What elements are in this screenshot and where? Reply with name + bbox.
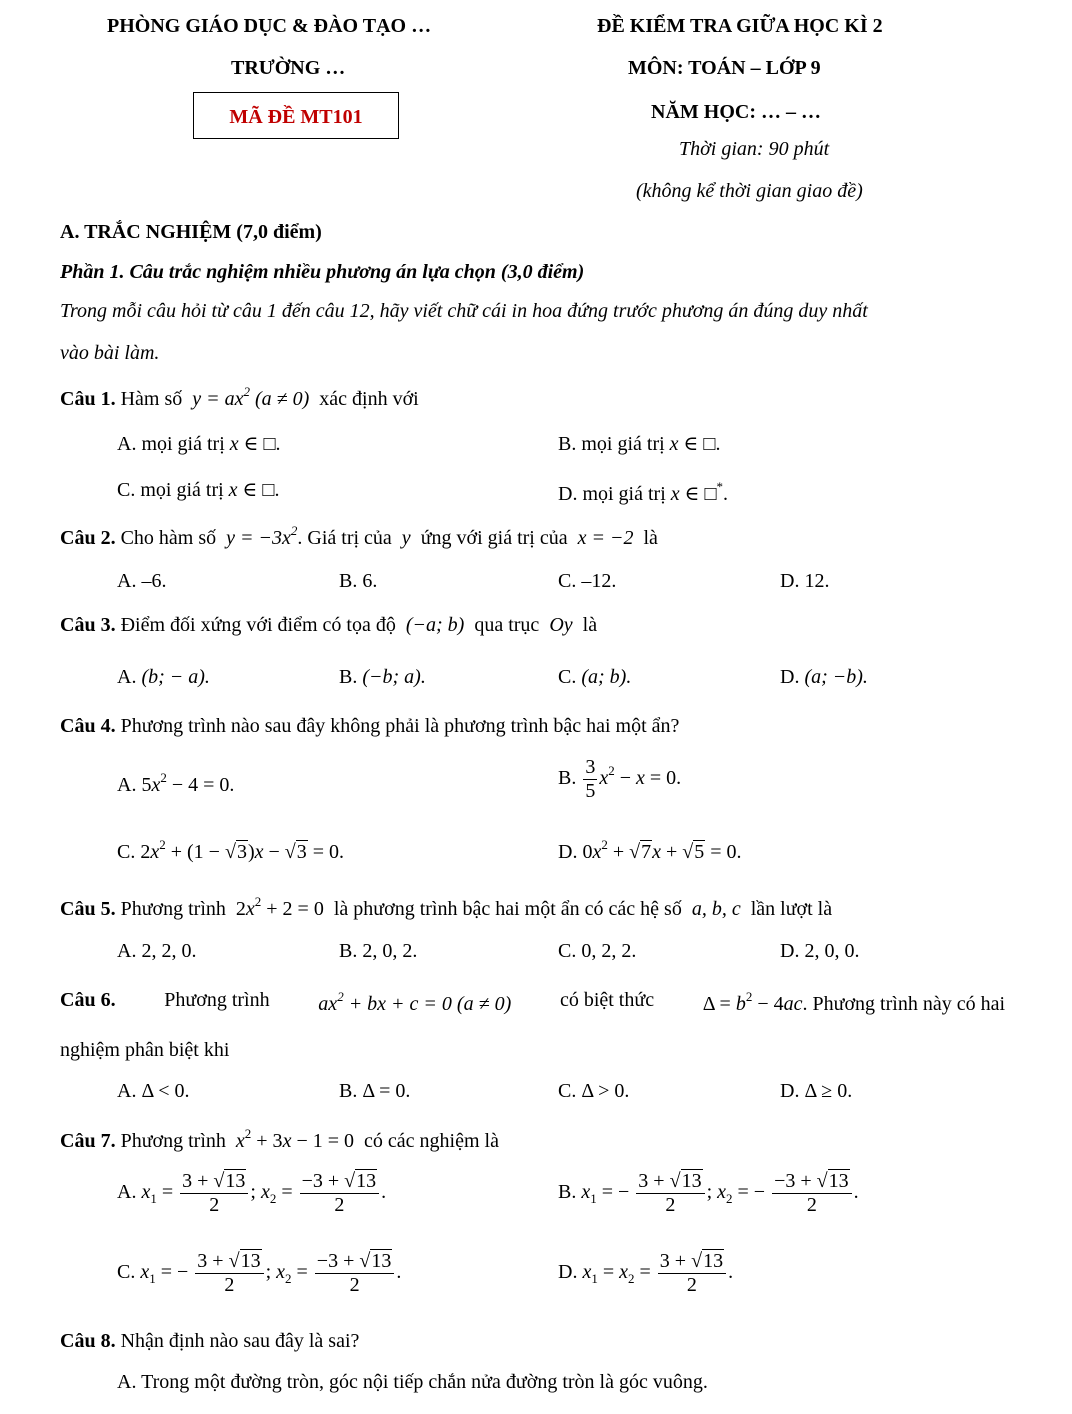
q1-option-c[interactable]: C. mọi giá trị x ∈ □.: [117, 479, 280, 501]
q4-option-c[interactable]: C. $2x^2 + (1 - √3)x - √3 = 0$.: [117, 837, 345, 863]
q5-option-a[interactable]: A. 2, 2, 0.: [117, 940, 197, 962]
q1-option-b[interactable]: B. mọi giá trị x ∈ □.: [558, 433, 721, 455]
exam-subject: MÔN: TOÁN – LỚP 9: [628, 57, 821, 79]
q4-option-d[interactable]: D. $0x^2 + √7x + √5 = 0$.: [558, 837, 742, 863]
q6-option-d[interactable]: D. Δ ≥ 0.: [780, 1080, 853, 1102]
q2-option-b[interactable]: B. 6.: [339, 570, 378, 592]
q5-option-b[interactable]: B. 2, 0, 2.: [339, 940, 418, 962]
question-1: Câu 1. Hàm số $y = ax^2$ (a ≠ 0) xác định với: [60, 384, 419, 410]
q2-option-a[interactable]: A. –6.: [117, 570, 167, 592]
q1-option-a[interactable]: A. mọi giá trị x ∈ □.: [117, 433, 281, 455]
q4-option-a[interactable]: A. $5x^2 - 4 = 0$.: [117, 770, 235, 796]
question-4: Câu 4. Phương trình nào sau đây không phải là phương trình bậc hai một ẩn?: [60, 715, 680, 737]
q7-option-b[interactable]: B. $x_1$ = − $\frac{3 + √13}{2}$ ; $x_2$ = − $\frac{-3 + √13}{2}$ .: [558, 1170, 859, 1216]
q7-option-c[interactable]: C. $x_1$ = − $\frac{3 + √13}{2}$ ; $x_2$ = $\frac{-3 + √13}{2}$ .: [117, 1250, 402, 1296]
part1-instruction-cont: vào bài làm.: [60, 342, 160, 364]
q6-option-a[interactable]: A. Δ < 0.: [117, 1080, 190, 1102]
part1-instruction: Trong mỗi câu hỏi từ câu 1 đến câu 12, hãy viết chữ cái in hoa đứng trước phương án đúng duy nhất: [60, 300, 868, 322]
q5-option-c[interactable]: C. 0, 2, 2.: [558, 940, 637, 962]
section-a-title: A. TRẮC NGHIỆM (7,0 điểm): [60, 221, 322, 243]
q7-option-d[interactable]: D. $x_1 = x_2$ = $\frac{3 + √13}{2}$ .: [558, 1250, 734, 1296]
question-7: Câu 7. Phương trình $x^2 + 3x - 1 = 0$ có các nghiệm là: [60, 1126, 499, 1152]
school-year: NĂM HỌC: … – …: [651, 101, 821, 123]
school-name: TRƯỜNG …: [231, 57, 346, 79]
q2-option-d[interactable]: D. 12.: [780, 570, 830, 592]
q1-option-d[interactable]: D. mọi giá trị x ∈ □*.: [558, 479, 729, 505]
q3-option-c[interactable]: C. (a; b).: [558, 666, 632, 688]
exam-time-note: (không kể thời gian giao đề): [636, 180, 863, 202]
q6-option-c[interactable]: C. Δ > 0.: [558, 1080, 630, 1102]
exam-code-box: [193, 92, 399, 139]
q8-option-a[interactable]: A. Trong một đường tròn, góc nội tiếp chắn nửa đường tròn là góc vuông.: [117, 1371, 708, 1393]
q3-option-d[interactable]: D. (a; −b).: [780, 666, 868, 688]
question-3: Câu 3. Điểm đối xứng với điểm có tọa độ (−a; b) qua trục Oy là: [60, 614, 598, 636]
question-8: Câu 8. Nhận định nào sau đây là sai?: [60, 1330, 360, 1352]
q7-option-a[interactable]: A. $x_1$ = $\frac{3 + √13}{2}$ ; $x_2$ = $\frac{-3 + √13}{2}$ .: [117, 1170, 387, 1216]
part1-title: Phần 1. Câu trắc nghiệm nhiều phương án lựa chọn (3,0 điểm): [60, 261, 585, 283]
exam-time: Thời gian: 90 phút: [679, 138, 830, 160]
question-2: Câu 2. Cho hàm số $y = -3x^2$. Giá trị của y ứng với giá trị của x = −2 là: [60, 523, 658, 549]
exam-code: MÃ ĐỀ MT101: [229, 106, 363, 128]
question-6-cont: nghiệm phân biệt khi: [60, 1039, 230, 1061]
q5-option-d[interactable]: D. 2, 0, 0.: [780, 940, 860, 962]
question-6: Câu 6. Phương trình $ax^2$ + bx + c = 0 (a ≠ 0) có biệt thức $\Delta = b^2 - 4ac$. Phương trình này có hai: [60, 989, 1005, 1015]
q6-option-b[interactable]: B. Δ = 0.: [339, 1080, 411, 1102]
exam-title: ĐỀ KIỂM TRA GIỮA HỌC KÌ 2: [597, 15, 883, 37]
q2-option-c[interactable]: C. –12.: [558, 570, 617, 592]
q3-option-b[interactable]: B. (−b; a).: [339, 666, 426, 688]
question-5: Câu 5. Phương trình $2x^2 + 2 = 0$ là phương trình bậc hai một ẩn có các hệ số a, b, c lần lượt là: [60, 894, 833, 920]
department-name: PHÒNG GIÁO DỤC & ĐÀO TẠO …: [107, 15, 432, 37]
q4-option-b[interactable]: B. $\frac{3}{5}$ $x^2 - x = 0$.: [558, 756, 682, 802]
q3-option-a[interactable]: A. (b; − a).: [117, 666, 210, 688]
